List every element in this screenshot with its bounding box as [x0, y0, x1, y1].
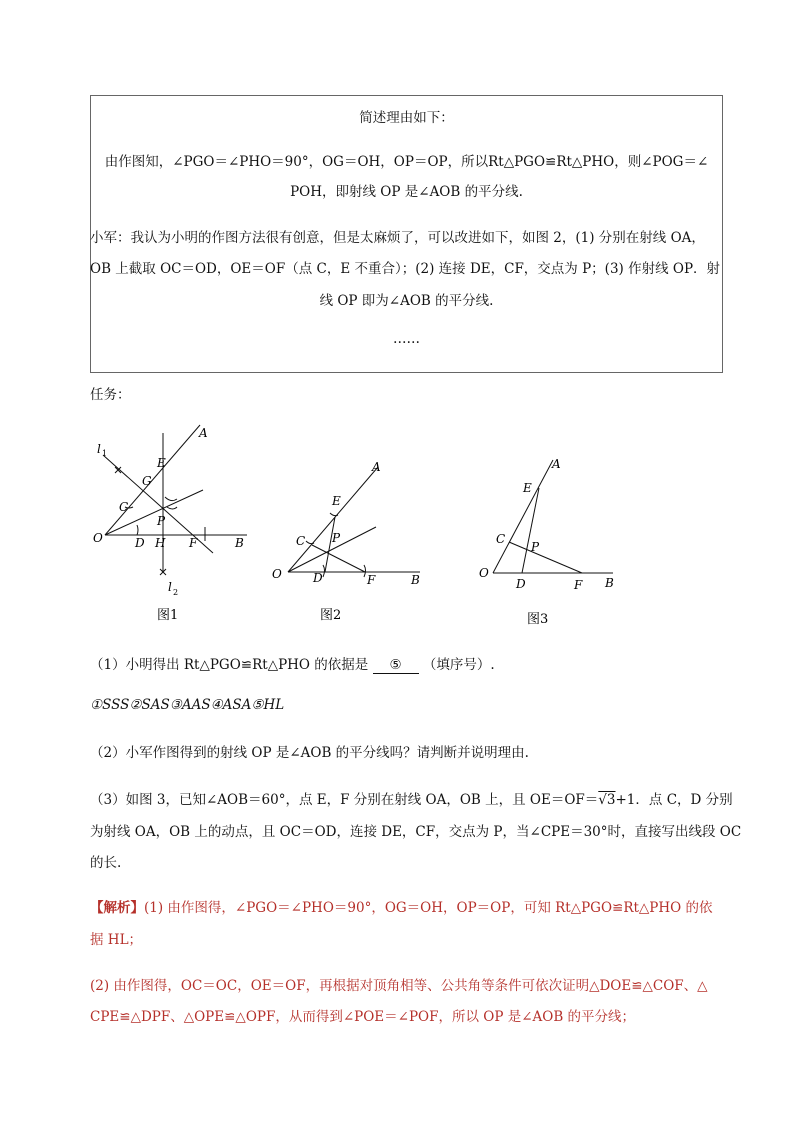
svg-text:O: O [272, 567, 282, 581]
box-ellipsis: …… [393, 331, 420, 347]
svg-text:A: A [372, 460, 381, 474]
svg-text:C: C [496, 532, 506, 546]
fig1-label-B: B [235, 536, 244, 550]
fig3-caption: 图3 [527, 612, 549, 627]
svg-text:B: B [605, 576, 614, 590]
fig1-label-A: A [199, 426, 208, 440]
question-2: （2）小军作图得到的射线 OP 是∠AOB 的平分线吗？请判断并说明理由. [90, 745, 529, 761]
fig1-label-D: D [135, 536, 145, 550]
fig1-label-G: G [142, 474, 152, 488]
analysis-2-line-1: (2) 由作图得，OC＝OC，OE＝OF，再根据对顶角相等、公共角等条件可依次证明△DOE≌△COF、△ [90, 978, 708, 994]
box-paragraph-2-line-3: 线 OP 即为∠AOB 的平分线. [319, 293, 494, 309]
q1-options: ①SSS②SAS③AAS④ASA⑤HL [90, 697, 285, 713]
q3-line1a: （3）如图 3，已知∠AOB＝60°，点 E，F 分别在射线 OA，OB 上，且 OE＝OF＝ [90, 792, 599, 808]
fig1-label-l1-sub: 1 [102, 449, 108, 458]
box-paragraph-1-line-1: 由作图知，∠PGO＝∠PHO＝90°，OG＝OH，OP＝OP，所以Rt△PGO≌Rt△PHO，则∠POG＝∠ [104, 154, 709, 170]
box-paragraph-2-line-2: OB 上截取 OC＝OD，OE＝OF（点 C，E 不重合）；(2) 连接 DE，CF，交点为 P；(3) 作射线 OP．射 [90, 261, 721, 277]
fig1-label-l1: l [97, 442, 101, 456]
figure-3 [475, 455, 620, 630]
analysis-tag: 【解析】 [90, 900, 144, 916]
svg-text:E: E [523, 481, 532, 495]
q3-sqrt: √3 [598, 792, 616, 808]
fig1-label-E: E [157, 456, 166, 470]
fig2-caption: 图2 [320, 608, 342, 623]
figure-2 [268, 455, 433, 625]
box-heading: 简述理由如下： [359, 110, 454, 126]
fig1-label-C: C [119, 500, 129, 514]
svg-text:E: E [332, 494, 341, 508]
q1-suffix: （填序号）. [422, 657, 495, 673]
fig1-caption: 图1 [157, 608, 179, 623]
svg-text:F: F [367, 573, 376, 587]
svg-text:P: P [332, 531, 341, 545]
question-3-line-1 [90, 788, 733, 808]
svg-text:P: P [531, 540, 540, 554]
analysis-1-text: (1) 由作图得，∠PGO＝∠PHO＝90°，OG＝OH，OP＝OP，可知 Rt△PGO≌Rt△PHO 的依 [144, 900, 713, 916]
task-label: 任务： [90, 387, 131, 403]
fig1-label-F: F [189, 536, 198, 550]
box-paragraph-2-line-1: 小军：我认为小明的作图方法很有创意，但是太麻烦了，可以改进如下，如图 2，(1) 分别在射线 OA， [90, 230, 705, 246]
q3-line1b: +1．点 C，D 分别 [615, 792, 733, 808]
question-3-line-2: 为射线 OA，OB 上的动点，且 OC＝OD，连接 DE，CF，交点为 P，当∠CPE＝30°时，直接写出线段 OC [90, 824, 742, 840]
box-paragraph-1-line-2: POH，即射线 OP 是∠AOB 的平分线. [290, 184, 523, 200]
fig1-label-H: H [155, 536, 166, 550]
fig1-label-l2: l [168, 580, 172, 594]
svg-text:D: D [313, 571, 323, 585]
svg-text:O: O [479, 566, 489, 580]
svg-text:A: A [552, 457, 561, 471]
fig1-label-O: O [93, 531, 103, 545]
fig1-label-P: P [157, 514, 166, 528]
analysis-2-line-2: CPE≌△DPF、△OPE≌△OPF，从而得到∠POE＝∠POF，所以 OP 是∠AOB 的平分线； [90, 1009, 636, 1025]
figure-1 [85, 415, 260, 630]
svg-text:F: F [574, 578, 583, 592]
analysis-1-line-1 [90, 896, 713, 916]
fig1-label-l2-sub: 2 [173, 588, 179, 597]
svg-text:C: C [296, 534, 306, 548]
q1-prefix: （1）小明得出 Rt△PGO≌Rt△PHO 的依据是 [90, 657, 369, 673]
svg-text:D: D [516, 577, 526, 591]
question-3-line-3: 的长. [90, 855, 122, 871]
question-1 [90, 653, 495, 674]
analysis-1-line-2: 据 HL； [90, 932, 143, 948]
svg-text:B: B [411, 573, 420, 587]
q1-answer-blank[interactable]: ⑤ [373, 657, 419, 674]
